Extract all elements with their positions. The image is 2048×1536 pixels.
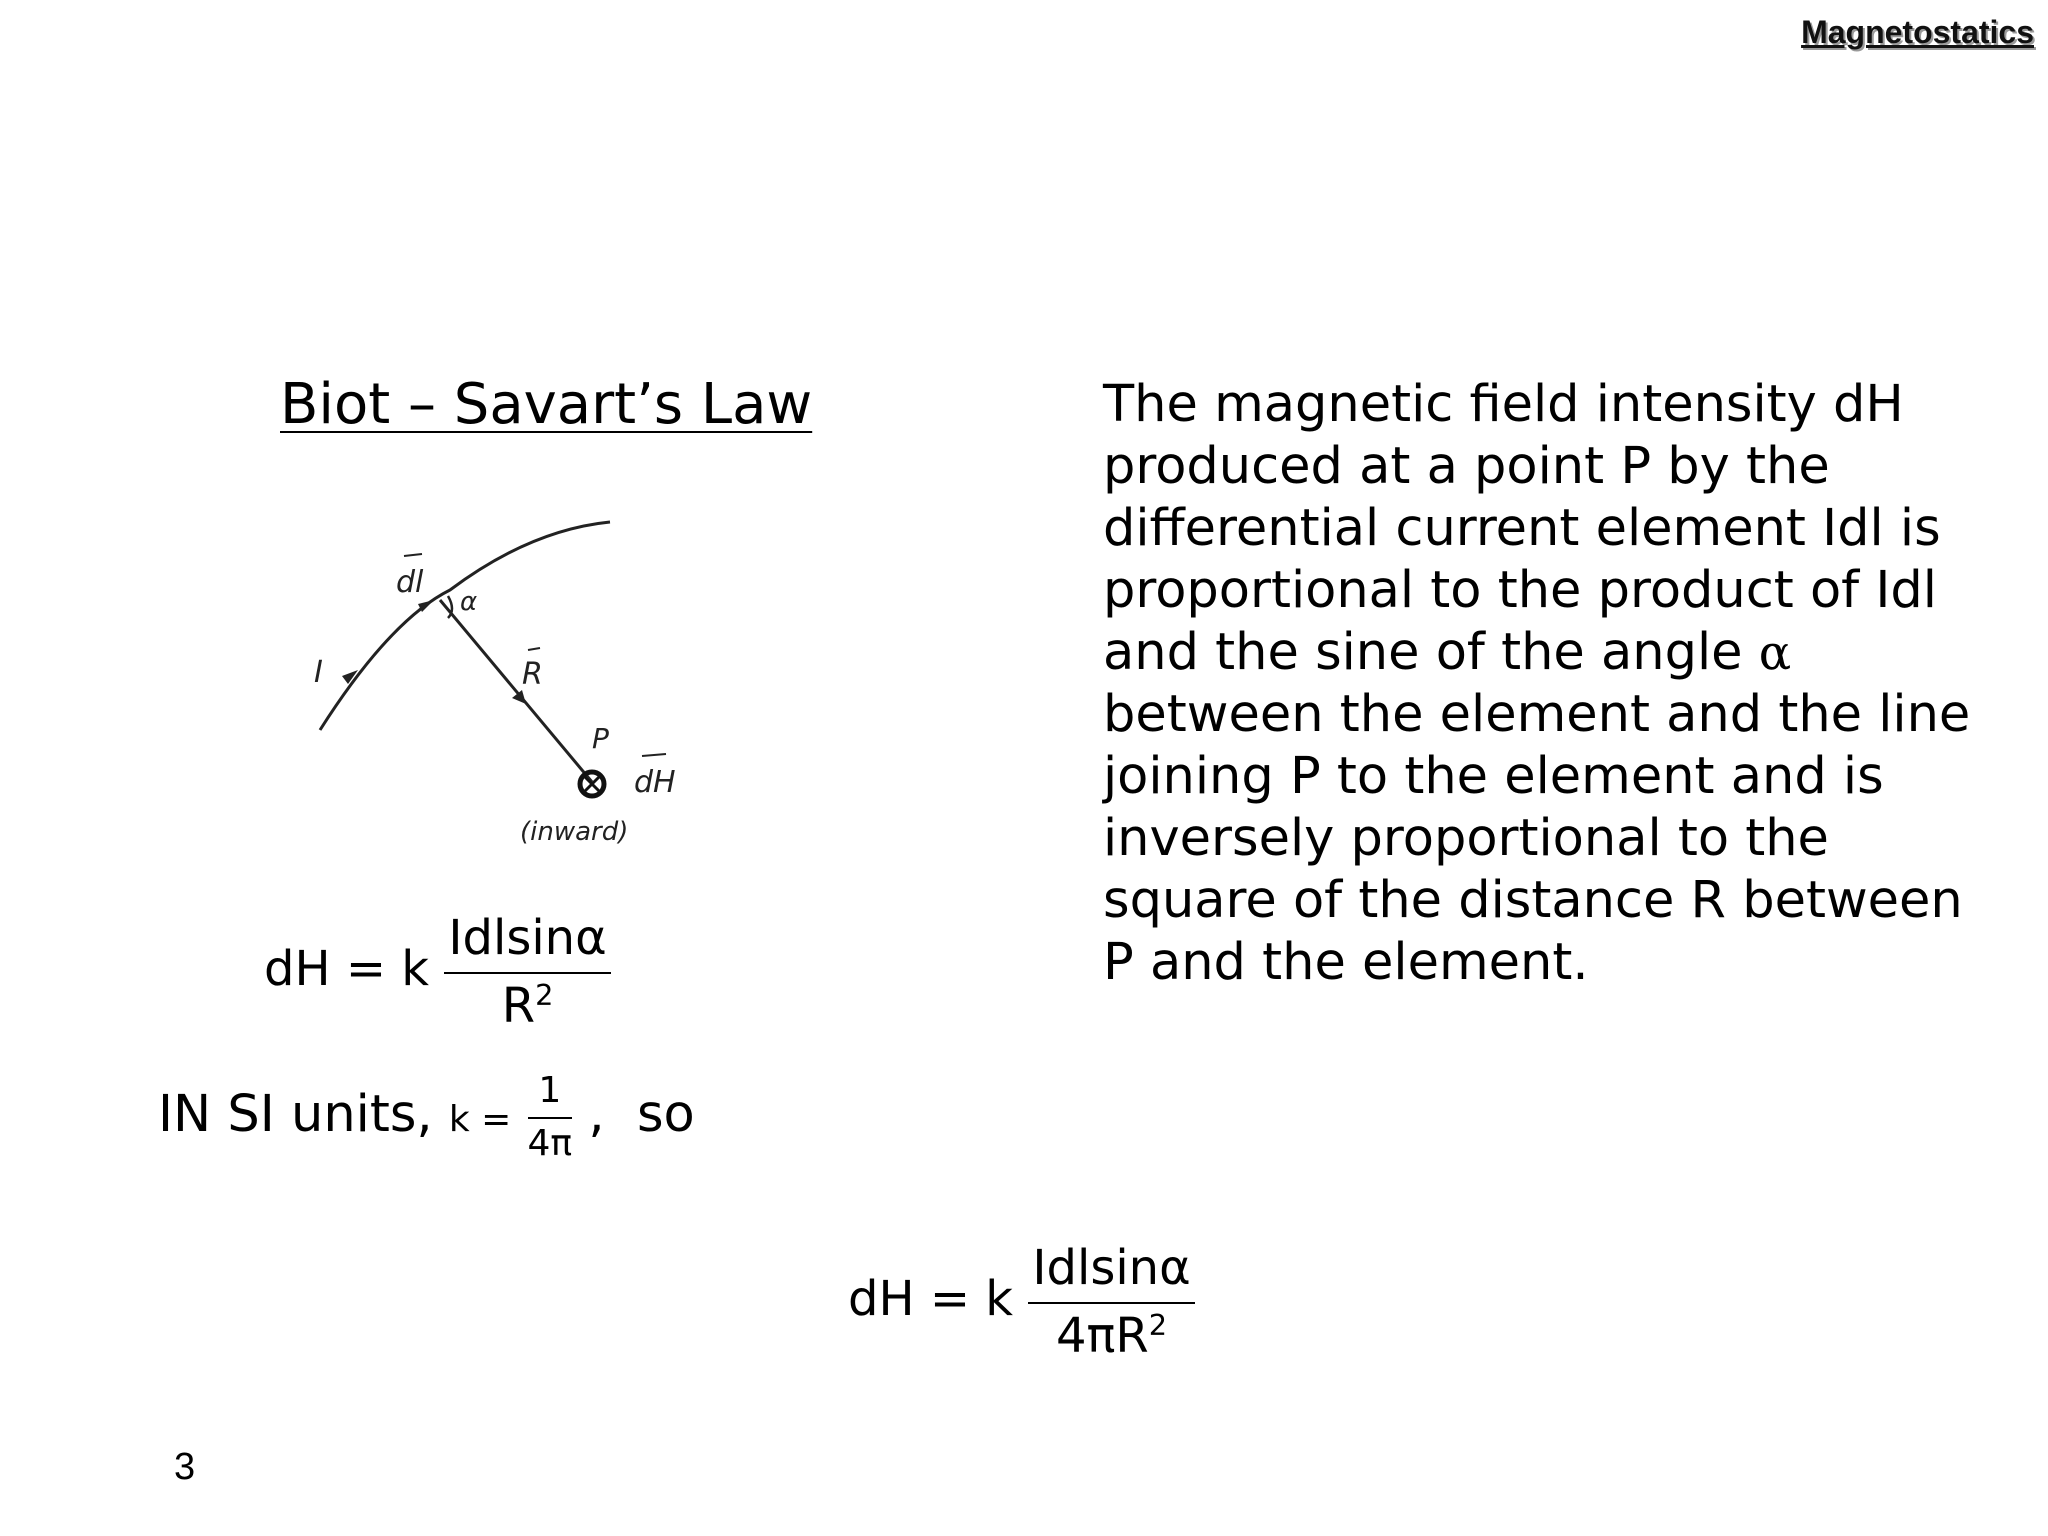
equation-1-fraction <box>444 910 610 1034</box>
equation-2 <box>848 1240 1195 1364</box>
equation-1-numerator: Idlsinα <box>444 910 610 974</box>
r-vector <box>440 600 592 782</box>
equation-2-lhs: dH = k <box>848 1271 1014 1327</box>
label-dh: dH <box>634 765 676 800</box>
label-alpha: α <box>460 587 478 617</box>
label-inward: (inward) <box>520 817 629 847</box>
equation-1-denominator: $R^2$ <box>501 978 554 1034</box>
label-current-i: I <box>314 655 323 690</box>
equation-2-numerator: Idlsinα <box>1028 1240 1194 1304</box>
r-vector-arrow <box>512 690 526 704</box>
description-part-2: between the element and the line joining P to the element and is inversely proportional to the square of the distance R between P and the element. <box>1103 685 1971 992</box>
equation-2-denominator: $4\pi R^2$ <box>1055 1308 1168 1364</box>
label-p: P <box>592 722 609 755</box>
angle-arc <box>448 596 452 618</box>
k-lhs: k = <box>448 1099 512 1140</box>
k-numerator: 1 <box>528 1070 573 1119</box>
description-part-1: The magnetic field intensity dH produced at a point P by the differential current element Idl is proportional to the product of Idl and the sine of the angle <box>1103 375 1941 682</box>
k-fraction <box>528 1070 573 1164</box>
biot-savart-diagram <box>300 500 680 860</box>
k-denominator: 4π <box>527 1123 573 1164</box>
description-alpha: α <box>1758 625 1792 681</box>
law-title: Biot – Savart’s Law <box>280 372 813 437</box>
equation-2-exponent: 2 <box>1148 1308 1168 1342</box>
si-units-suffix: , so <box>588 1085 695 1144</box>
si-units-prefix: IN SI units, <box>158 1085 433 1144</box>
label-dl: dl <box>396 565 424 600</box>
current-path <box>320 522 610 730</box>
description-paragraph <box>1103 374 2003 994</box>
slide-number: 3 <box>174 1446 196 1488</box>
equation-2-fraction <box>1028 1240 1194 1364</box>
si-units-line <box>158 1070 695 1164</box>
equation-1-exponent: 2 <box>535 978 554 1012</box>
equation-1 <box>264 910 611 1034</box>
label-r: R <box>522 657 543 692</box>
equation-1-lhs: dH = k <box>264 941 430 997</box>
header-title: Magnetostatics <box>1801 14 2034 50</box>
